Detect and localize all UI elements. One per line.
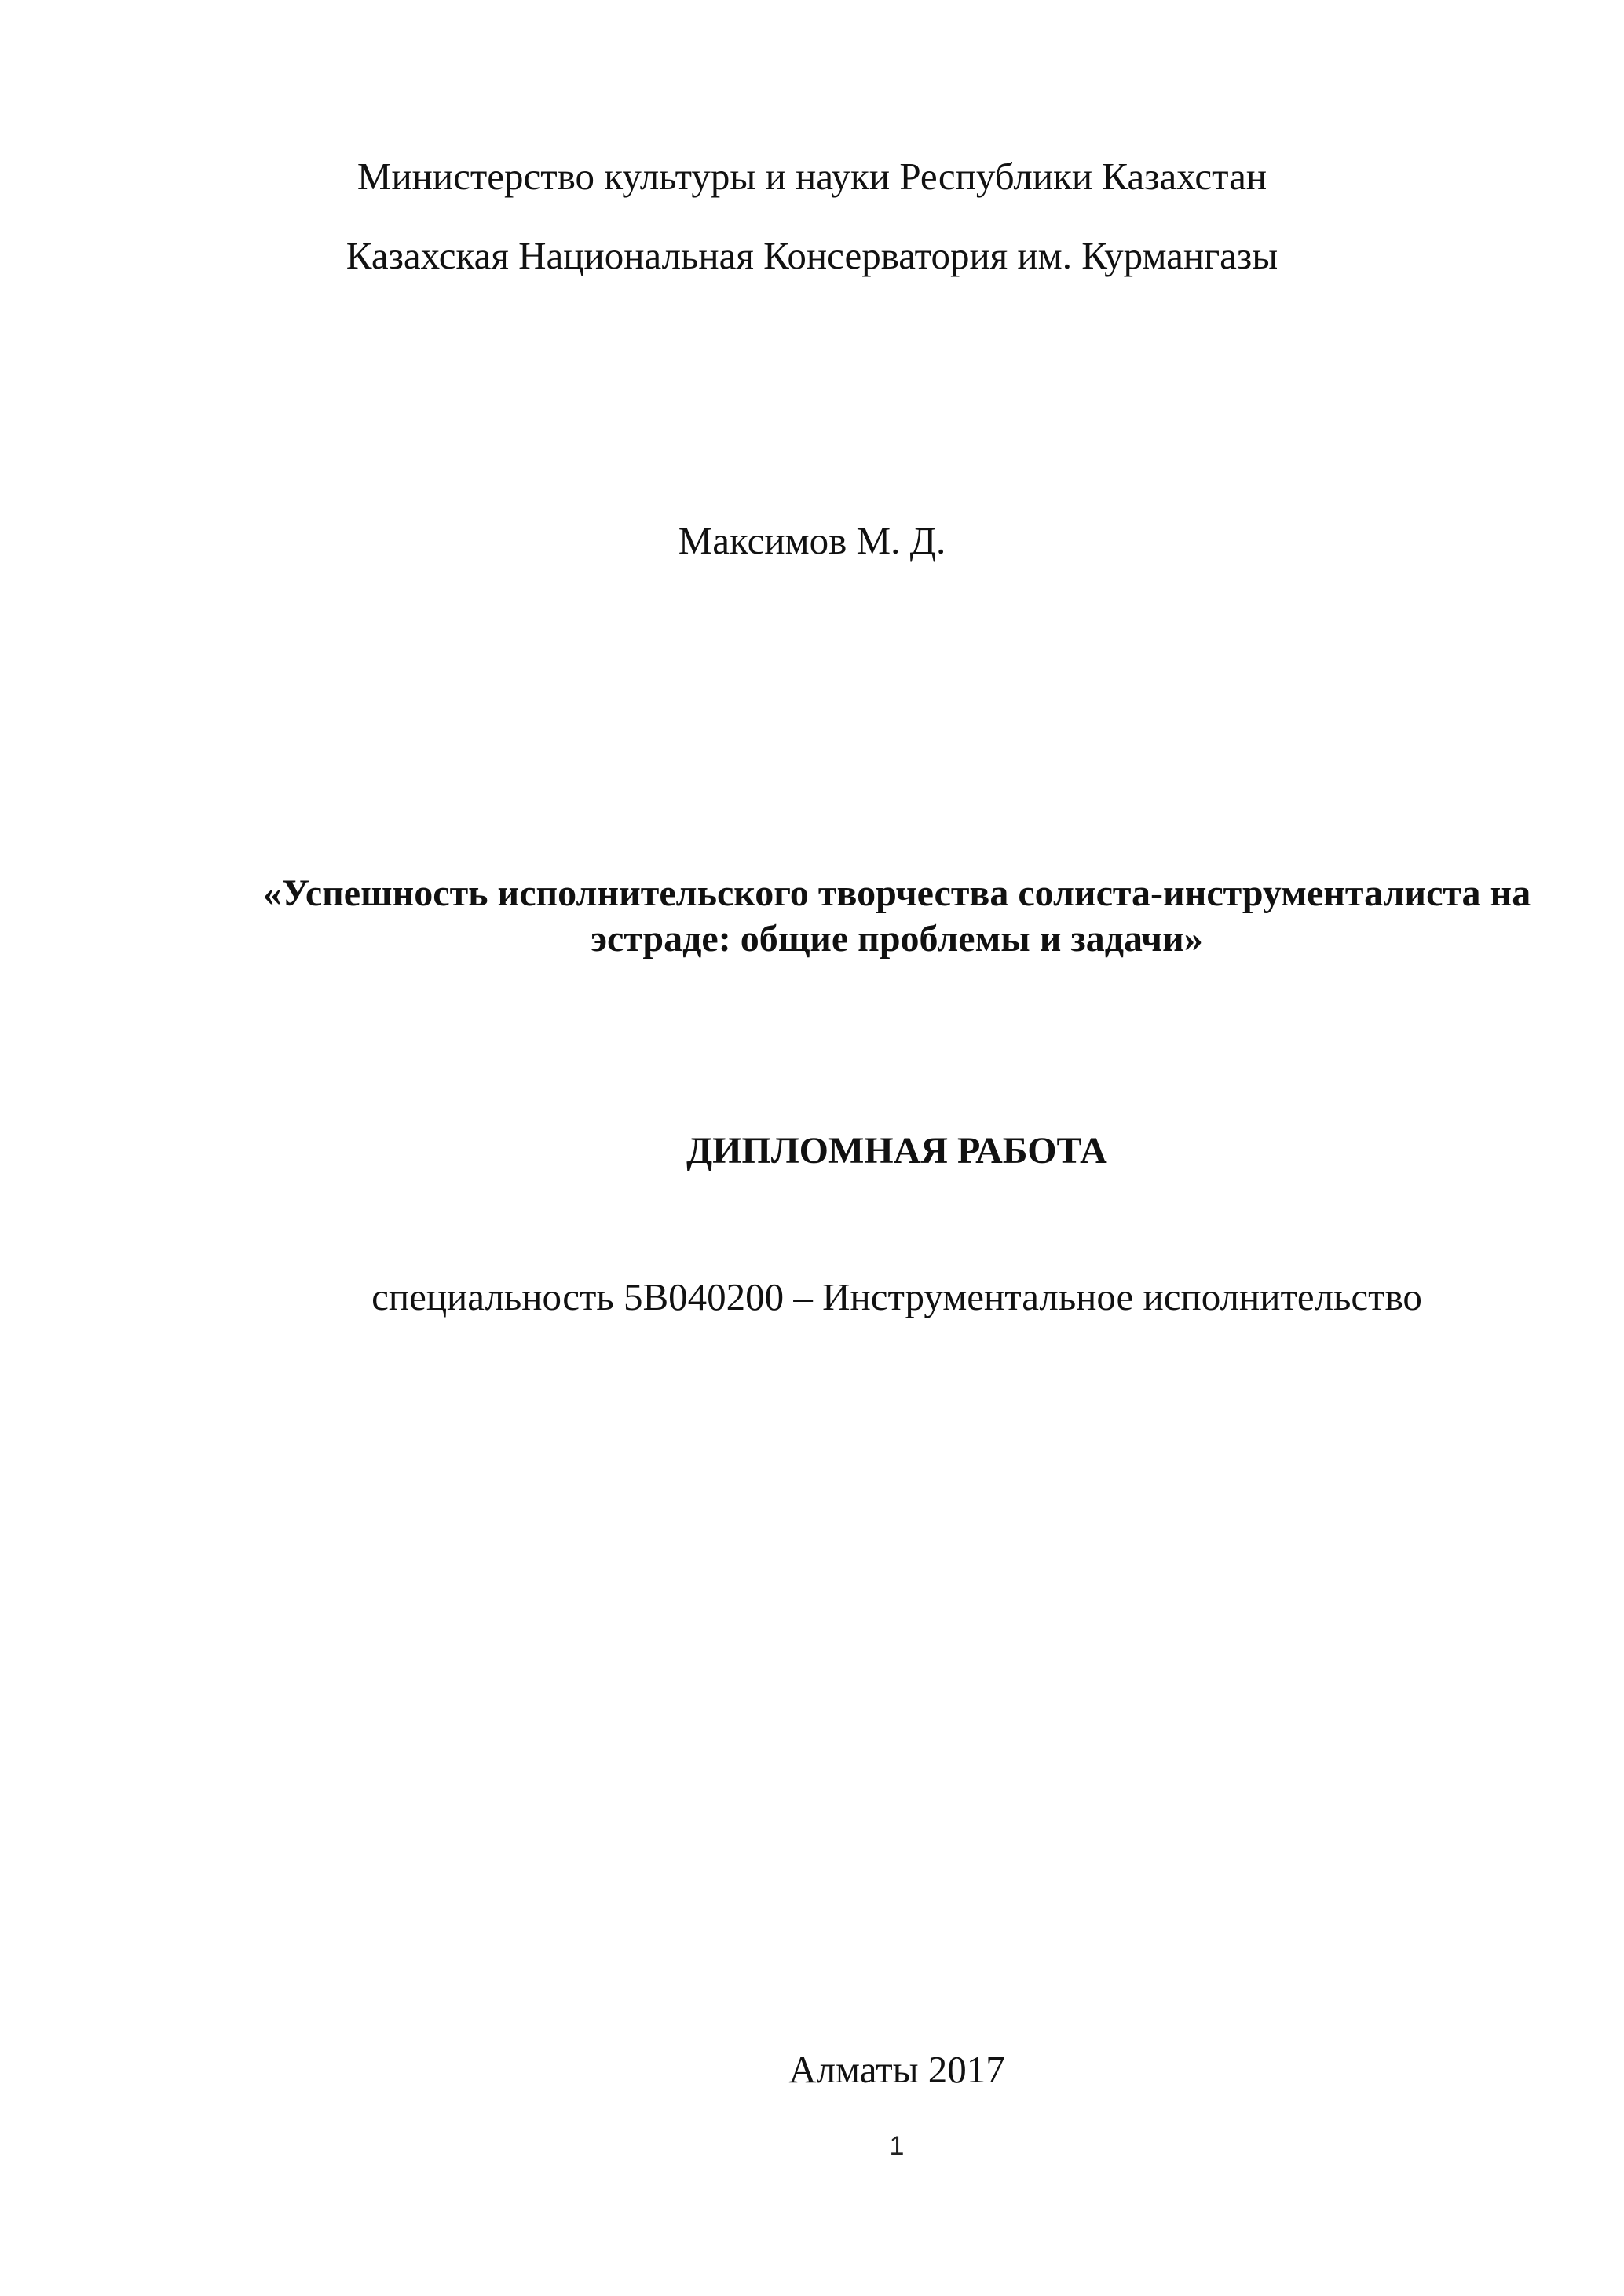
specialty-text: специальность 5В040200 – Инструментальное исполнительство <box>371 1275 1422 1318</box>
institution-heading: Казахская Национальная Консерватория им. Курмангазы <box>346 234 1278 277</box>
ministry-heading: Министерство культуры и науки Республики Казахстан <box>357 155 1267 198</box>
work-type-heading: ДИПЛОМНАЯ РАБОТА <box>686 1130 1107 1172</box>
author-name: Максимов М. Д. <box>678 519 946 562</box>
thesis-title-line-2: эстраде: общие проблемы и задачи» <box>591 918 1203 960</box>
city-year: Алматы 2017 <box>788 2048 1005 2091</box>
thesis-title-line-1: «Успешность исполнительского творчества солиста-инструменталиста на <box>262 872 1531 914</box>
page-number: 1 <box>889 2131 905 2161</box>
